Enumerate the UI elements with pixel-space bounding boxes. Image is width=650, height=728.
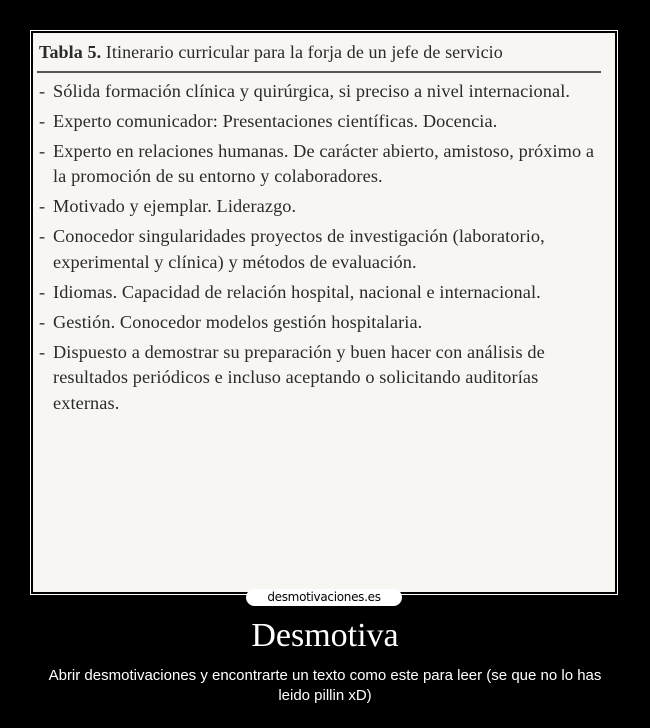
poster-frame	[30, 30, 618, 595]
list-item	[37, 340, 601, 416]
list-item	[37, 280, 601, 305]
list-item-text: Dispuesto a demostrar su preparación y buen hacer con análisis de resultados periódicos e incluso aceptando o solicitando auditorías externas.	[53, 341, 545, 413]
bullet-dash: -	[39, 311, 46, 332]
bullet-dash: -	[39, 111, 46, 131]
list-item-text: Experto comunicador: Presentaciones científicas. Docencia.	[53, 111, 498, 131]
list-item-text: Idiomas. Capacidad de relación hospital, nacional e internacional.	[53, 281, 541, 302]
scanned-table-image	[33, 33, 615, 592]
list-item-text: Sólida formación clínica y quirúrgica, si preciso a nivel internacional.	[53, 81, 571, 101]
bullet-dash: -	[39, 226, 46, 247]
bullet-dash: -	[39, 141, 46, 161]
list-item-text: Motivado y ejemplar. Liderazgo.	[53, 196, 297, 217]
bullet-dash: -	[39, 81, 46, 101]
list-item-text: Gestión. Conocedor modelos gestión hospitalaria.	[53, 311, 423, 332]
poster-caption: Abrir desmotivaciones y encontrarte un texto como este para leer (se que no lo has leido pillin xD)	[48, 667, 602, 704]
table-title-tag: Tabla 5.	[39, 42, 102, 62]
requirements-list	[37, 79, 601, 416]
table-title-text: Itinerario curricular para la forja de un jefe de servicio	[101, 42, 503, 62]
list-item-text: Conocedor singularidades proyectos de investigación (laboratorio, experimental y clínica) y métodos de evaluación.	[53, 226, 545, 272]
list-item	[37, 109, 601, 134]
poster-headline: Desmotiva	[251, 617, 399, 654]
bullet-dash: -	[39, 196, 46, 217]
list-item	[37, 310, 601, 335]
bullet-dash: -	[39, 281, 46, 302]
list-item	[37, 139, 601, 190]
title-divider	[37, 71, 601, 73]
table-title	[39, 40, 601, 65]
list-item	[37, 194, 601, 219]
bullet-dash: -	[39, 341, 46, 362]
list-item	[37, 224, 601, 275]
list-item-text: Experto en relaciones humanas. De carácter abierto, amistoso, próximo a la promoción de su entorno y colaboradores.	[53, 141, 595, 187]
list-item	[37, 79, 601, 104]
site-watermark: desmotivaciones.es	[246, 589, 402, 606]
